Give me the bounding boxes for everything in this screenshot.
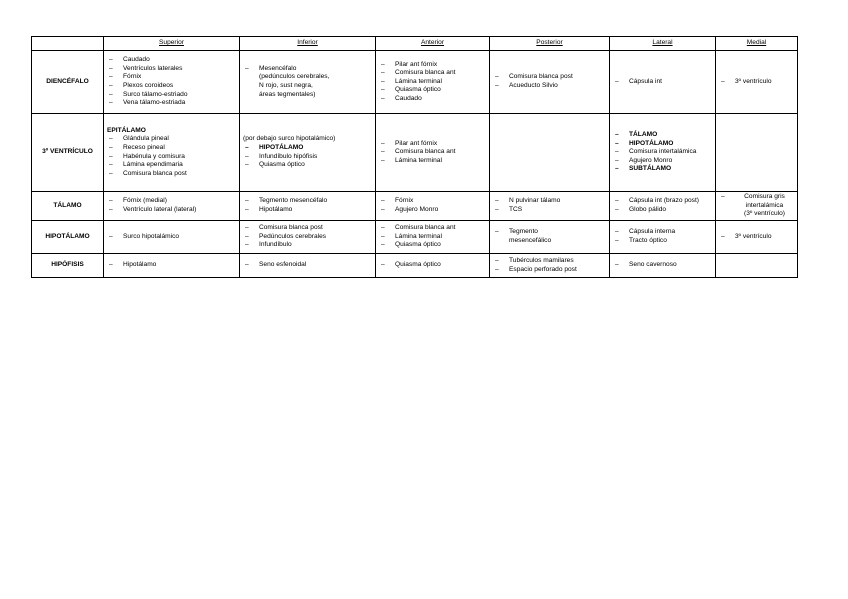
cell-anterior (376, 254, 490, 278)
list-item: – Comisura intertalámica (613, 148, 712, 157)
item-list (107, 233, 236, 242)
item-list (493, 228, 606, 245)
list-item: – Surco hipotalámico (107, 233, 236, 242)
list-item: – Agujero Monro (613, 157, 712, 166)
item-list (613, 261, 712, 270)
list-item: – Quiasma óptico (379, 86, 486, 95)
list-item: – Comisura blanca post (107, 170, 236, 179)
item-list (243, 144, 372, 170)
item-list (107, 56, 236, 108)
row-header: HIPÓFISIS (32, 254, 104, 278)
table-body (32, 51, 798, 278)
cell-posterior (490, 192, 610, 221)
list-item: – Acueducto Silvio (493, 82, 606, 91)
cell-heading: EPITÁLAMO (107, 126, 146, 134)
item-list (107, 261, 236, 270)
table-row (32, 51, 798, 114)
list-item: – Infundíbulo hipófisis (243, 153, 372, 162)
cell-medial (716, 221, 798, 254)
item-list (379, 224, 486, 250)
item-list (243, 224, 372, 250)
cell-medial (716, 192, 798, 221)
cell-anterior (376, 221, 490, 254)
row-header: 3º VENTRÍCULO (32, 114, 104, 192)
list-item: – Lámina terminal (379, 157, 486, 166)
row-header: DIENCÉFALO (32, 51, 104, 114)
item-list (613, 228, 712, 245)
cell-anterior (376, 192, 490, 221)
list-item: – Plexos coroideos (107, 82, 236, 91)
list-item: – Seno esfenoidal (243, 261, 372, 270)
list-item: – Fórnix (379, 197, 486, 206)
item-list (493, 73, 606, 90)
list-item: – Comisura blanca post (493, 73, 606, 82)
cell-medial (716, 114, 798, 192)
list-item: – Fórnix (107, 73, 236, 82)
cell-superior (104, 114, 240, 192)
list-item: – Hipotálamo (243, 206, 372, 215)
list-item: – Fórnix (medial) (107, 197, 236, 206)
cell-heading: (por debajo surco hipotalámico) (243, 135, 336, 143)
list-item: – Cápsula int (613, 78, 712, 87)
cell-posterior (490, 221, 610, 254)
list-item: – Tegmento mesencefálico (493, 228, 606, 245)
cell-posterior (490, 51, 610, 114)
cell-anterior (376, 114, 490, 192)
list-item: – Ventrículo lateral (lateral) (107, 206, 236, 215)
row-header: HIPOTÁLAMO (32, 221, 104, 254)
cell-inferior (240, 254, 376, 278)
list-item: – Infundíbulo (243, 241, 372, 250)
cell-inferior (240, 192, 376, 221)
list-item: – Quiasma óptico (379, 241, 486, 250)
item-list (613, 197, 712, 214)
cell-inferior (240, 221, 376, 254)
cell-superior (104, 192, 240, 221)
cell-superior (104, 254, 240, 278)
header-posterior: Posterior (490, 37, 610, 51)
list-item: – Espacio perforado post (493, 266, 606, 275)
list-item: – Agujero Monro (379, 206, 486, 215)
item-list (719, 78, 794, 87)
item-list (613, 78, 712, 87)
cell-posterior (490, 254, 610, 278)
item-list (243, 197, 372, 214)
cell-inferior (240, 51, 376, 114)
item-list (243, 261, 372, 270)
item-list (243, 65, 372, 99)
item-list (379, 261, 486, 270)
list-item: – Pedúnculos cerebrales (243, 233, 372, 242)
relations-table (31, 36, 798, 278)
list-item: – Quiasma óptico (379, 261, 486, 270)
list-item: – Seno cavernoso (613, 261, 712, 270)
list-item: – Caudado (379, 95, 486, 104)
row-header: TÁLAMO (32, 192, 104, 221)
list-item: – N pulvinar tálamo (493, 197, 606, 206)
list-item: – TCS (493, 206, 606, 215)
cell-anterior (376, 51, 490, 114)
item-list (379, 140, 486, 166)
cell-inferior (240, 114, 376, 192)
list-item: – Caudado (107, 56, 236, 65)
cell-medial (716, 51, 798, 114)
list-item: – Quiasma óptico (243, 161, 372, 170)
item-list (719, 233, 794, 242)
list-item: – Lámina ependimaria (107, 161, 236, 170)
list-item: – SUBTÁLAMO (613, 165, 712, 174)
list-item: – Cápsula interna (613, 228, 712, 237)
header-superior: Superior (104, 37, 240, 51)
list-item: – Comisura gris intertalámica (3º ventrículo) (719, 193, 794, 219)
list-item: – Comisura blanca ant (379, 224, 486, 233)
cell-lateral (610, 221, 716, 254)
list-item: – Comisura blanca ant (379, 148, 486, 157)
list-item: – Receso pineal (107, 144, 236, 153)
list-item: – Pilar ant fórnix (379, 140, 486, 149)
list-item: – TÁLAMO (613, 131, 712, 140)
cell-medial (716, 254, 798, 278)
list-item: – Habénula y comisura (107, 153, 236, 162)
header-inferior: Inferior (240, 37, 376, 51)
list-item: – Lámina terminal (379, 78, 486, 87)
header-medial: Medial (716, 37, 798, 51)
item-list (613, 131, 712, 174)
cell-lateral (610, 114, 716, 192)
item-list (379, 197, 486, 214)
item-list (493, 197, 606, 214)
list-item: – Tubérculos mamilares (493, 257, 606, 266)
list-item: – Lámina terminal (379, 233, 486, 242)
list-item: – Glándula pineal (107, 135, 236, 144)
table-row (32, 114, 798, 192)
list-item: – Vena tálamo-estriada (107, 99, 236, 108)
list-item: – Cápsula int (brazo post) (613, 197, 712, 206)
list-item: – Surco tálamo-estriado (107, 91, 236, 100)
cell-lateral (610, 51, 716, 114)
list-item: – 3º ventrículo (719, 78, 794, 87)
cell-posterior (490, 114, 610, 192)
list-item: – Globo pálido (613, 206, 712, 215)
table-row (32, 192, 798, 221)
table-row (32, 221, 798, 254)
cell-superior (104, 51, 240, 114)
list-item: – Tracto óptico (613, 237, 712, 246)
item-list (107, 135, 236, 178)
corner-header (32, 37, 104, 51)
list-item: – Tegmento mesencéfalo (243, 197, 372, 206)
list-item: – Mesencéfalo (pedúnculos cerebrales, N rojo, sust negra, áreas tegmentales) (243, 65, 372, 99)
list-item: – Pilar ant fórnix (379, 61, 486, 70)
table-row (32, 254, 798, 278)
header-lateral: Lateral (610, 37, 716, 51)
list-item: – HIPOTÁLAMO (243, 144, 372, 153)
list-item: – Comisura blanca ant (379, 69, 486, 78)
item-list (719, 193, 794, 219)
list-item: – Comisura blanca post (243, 224, 372, 233)
item-list (107, 197, 236, 214)
item-list (493, 257, 606, 274)
list-item: – Hipotálamo (107, 261, 236, 270)
header-anterior: Anterior (376, 37, 490, 51)
list-item: – Ventrículos laterales (107, 65, 236, 74)
cell-superior (104, 221, 240, 254)
list-item: – 3º ventrículo (719, 233, 794, 242)
list-item: – HIPOTÁLAMO (613, 140, 712, 149)
header-row (32, 37, 798, 51)
cell-lateral (610, 254, 716, 278)
cell-lateral (610, 192, 716, 221)
item-list (379, 61, 486, 104)
